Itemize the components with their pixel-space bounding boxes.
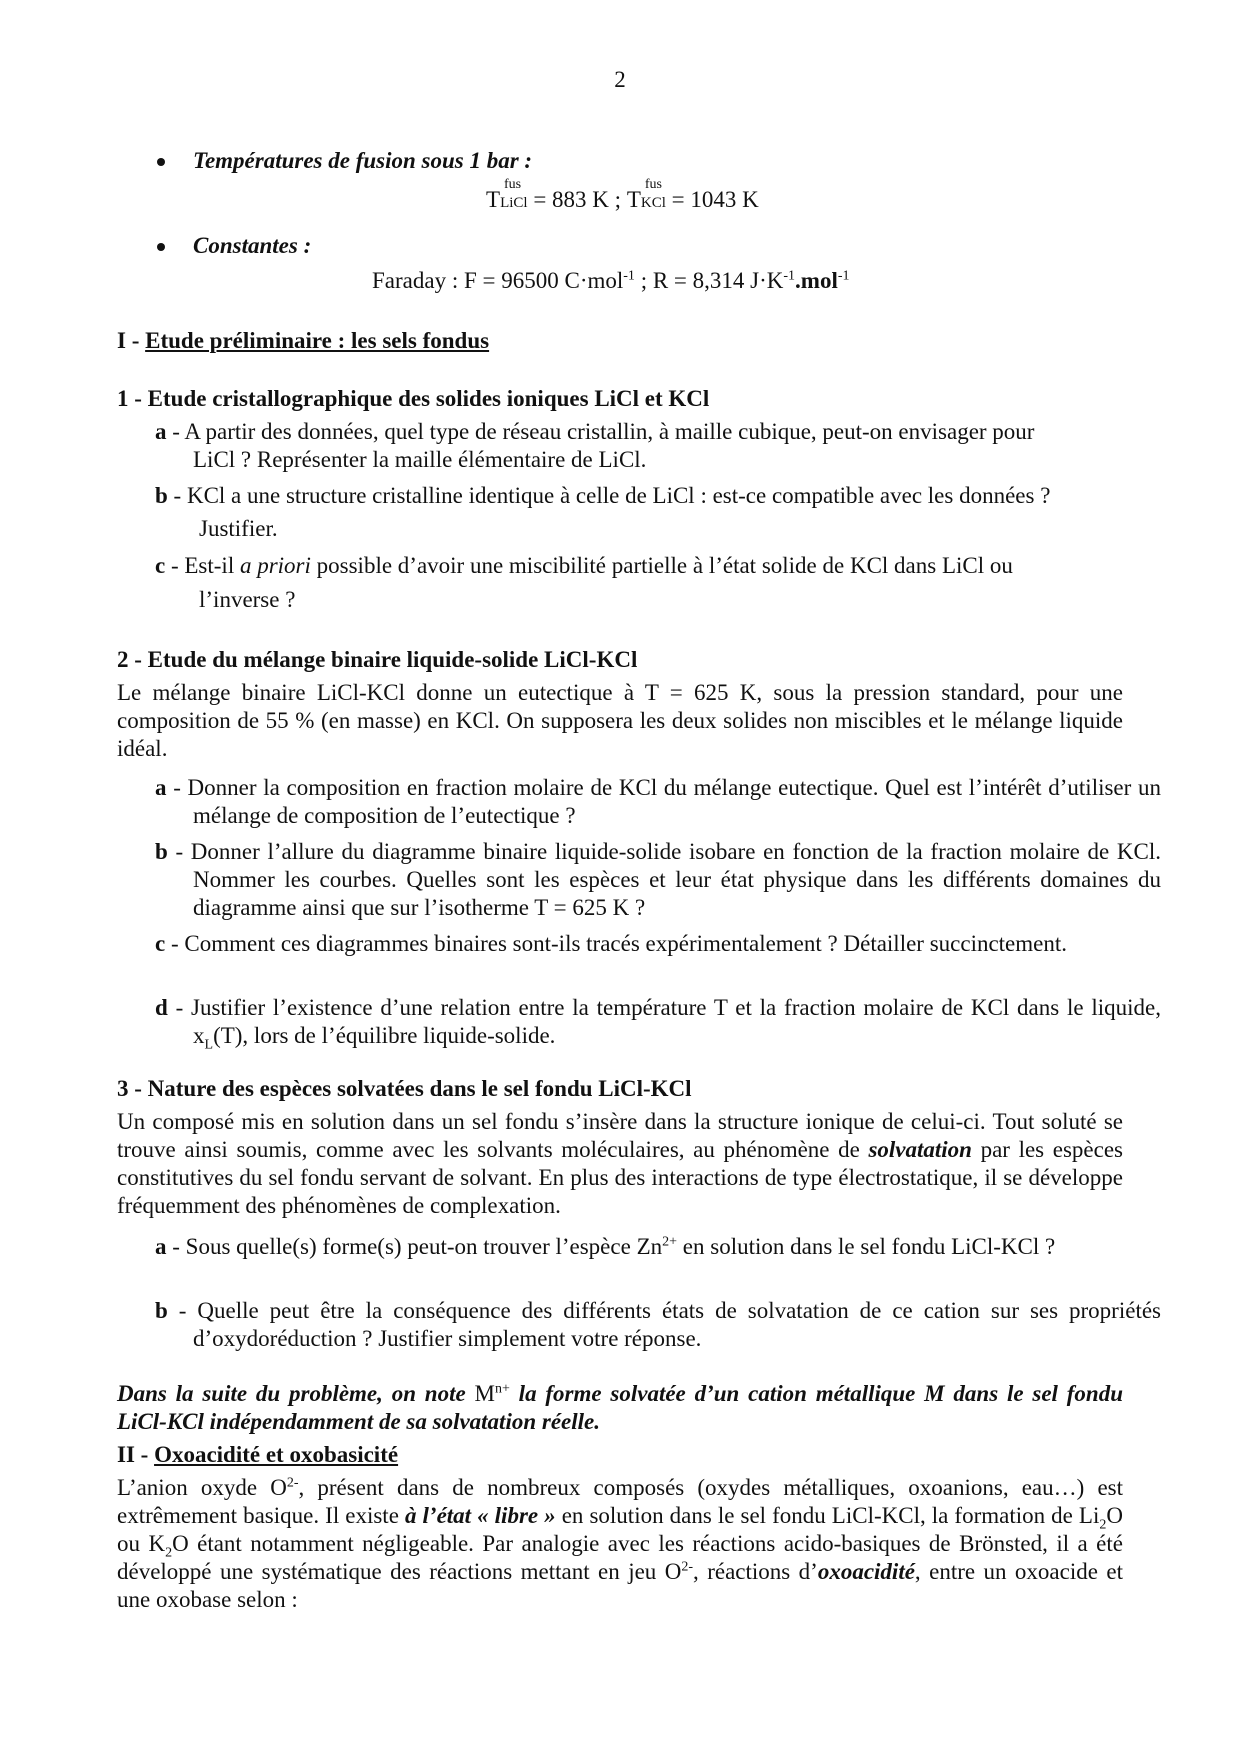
question-text: en solution dans le sel fondu LiCl-KCl ? [677,1234,1056,1259]
emphasis: à l’état « libre » [404,1503,556,1528]
exponent: -1 [837,268,850,284]
question-1b [155,482,1050,510]
subscript: 2 [165,1545,173,1561]
temp-symbol-kcl: T [626,187,641,212]
subscript: L [204,1037,214,1053]
fusion-label: Températures de fusion sous 1 bar : [193,148,533,173]
question-text: - Est-il [165,553,240,578]
question-3a [155,1233,1161,1261]
section-title: Oxoacidité et oxobasicité [154,1442,399,1467]
question-2d [155,994,1161,1053]
question-text: - Donner l’allure du diagramme binaire liquide-solide isobare en fonction de la fraction molaire de KCl. Nommer les courbes. Quelles sont les espèces et leur état physique dans les différents domaines du diagramme ainsi que sur l’isotherme T = 625 K ? [167,839,1161,920]
question-letter: a [155,775,167,800]
temp-symbol-licl: T [486,187,501,212]
question-letter: c [155,553,166,578]
paragraph-text: , réactions d’ [693,1559,818,1584]
paragraph-2-intro: Le mélange binaire LiCl-KCl donne un eutectique à T = 625 K, sous la pression standard, pour une composition de 55 % (en masse) en KCl. On supposera les deux solides non miscibles et le mélange liquide idéal. [117,680,1123,761]
question-text: - Quelle peut être la conséquence des différents états de solvatation de ce cation sur ses propriétés d’oxydoréduction ? Justifier simplement votre réponse. [167,1298,1161,1351]
question-2b [155,838,1161,922]
note-text: Dans la suite du problème, on note [117,1381,475,1406]
paragraph-text: , entre un oxoacide et une oxobase selon : [117,1559,1123,1612]
paragraph-text: O ou K [117,1503,1123,1556]
subscript: 2 [1099,1517,1107,1533]
subsection-heading-3: 3 - Nature des espèces solvatées dans le sel fondu LiCl-KCl [117,1076,692,1101]
question-text: - Donner la composition en fraction molaire de KCl du mélange eutectique. Quel est l’intérêt d’utiliser un mélange de composition de l’eutectique ? [166,775,1161,828]
licl-fusion-value: = 883 K ; [527,187,627,212]
bullet-icon [157,243,165,251]
question-text: - A partir des données, quel type de réseau cristallin, à maille cubique, peut-on envisager pour [166,419,1035,444]
paragraph-text: en solution dans le sel fondu LiCl-KCl, la formation de Li [555,1503,1100,1528]
exponent: -1 [623,268,635,284]
paragraph-text: O étant notamment négligeable. Par analogie avec les réactions acido-basiques de Brönsted, il a été développé une systématique des réactions mettant en jeu O [117,1531,1123,1584]
question-1a-cont: LiCl ? Représenter la maille élémentaire de LiCl. [193,447,647,472]
section-number: I - [117,328,146,353]
section-number: II - [117,1442,155,1467]
question-text: - KCl a une structure cristalline identique à celle de LiCl : est-ce compatible avec les données ? [167,483,1051,508]
faraday-constant: Faraday : F = 96500 C·mol [372,268,624,293]
section-title: Etude préliminaire : les sels fondus [145,328,490,353]
question-text: possible d’avoir une miscibilité partielle à l’état solide de KCl dans LiCl ou [310,553,1013,578]
bullet-icon [157,158,165,166]
question-text: (T), lors de l’équilibre liquide-solide. [213,1023,556,1048]
constants-values [372,267,850,295]
exponent: -1 [783,268,796,284]
italic-phrase: a priori [239,553,311,578]
paragraph-text: L’anion oxyde O [117,1475,287,1500]
unit-mol: .mol [795,268,838,293]
superscript: 2+ [662,1234,678,1250]
question-text: - Sous quelle(s) forme(s) peut-on trouver l’espèce Zn [166,1234,663,1259]
question-1a [155,418,1034,446]
question-text: - Comment ces diagrammes binaires sont-ils tracés expérimentalement ? Détailler succinctement. [165,931,1068,956]
licl-subscript: LiCl [500,195,528,211]
emphasis: solvatation [868,1137,972,1162]
question-text: - Justifier l’existence d’une relation entre la température T et la fraction molaire de KCl dans le liquide, x [167,995,1161,1048]
question-1c-cont: l’inverse ? [199,587,296,612]
kcl-subscript: KCl [640,195,666,211]
question-letter: d [155,995,168,1020]
question-1c [155,552,1013,580]
question-letter: b [155,839,168,864]
paragraph-text: par les espèces constitutives du sel fondu servant de solvant. En plus des interactions de type électrostatique, il se développe fréquemment des phénomènes de complexation. [117,1137,1123,1218]
subsection-heading-2: 2 - Etude du mélange binaire liquide-solide LiCl-KCl [117,647,638,672]
fusion-superscript: fus [504,177,522,192]
superscript: 2- [681,1559,694,1575]
question-2c [155,930,1161,958]
page-number: 2 [614,67,626,92]
subsection-heading-1: 1 - Etude cristallographique des solides ioniques LiCl et KCl [117,386,710,411]
note-paragraph [117,1380,1123,1436]
section-heading-2 [117,1441,398,1469]
emphasis: oxoacidité [817,1559,915,1584]
question-letter: a [155,419,167,444]
paragraph-text: Un composé mis en solution dans un sel fondu s’insère dans la structure ionique de celui-ci. Tout soluté se trouve ainsi soumis, comme avec les solvants moléculaires, au phénomène de [117,1109,1123,1162]
gas-constant: ; R = 8,314 J·K [634,268,784,293]
constants-label: Constantes : [193,233,312,258]
question-letter: b [155,1298,168,1323]
fusion-superscript: fus [644,177,662,192]
question-2a [155,774,1161,830]
paragraph-text: , présent dans de nombreux composés (oxydes métalliques, oxoanions, eau…) est extrêmement basique. Il existe [117,1475,1123,1528]
question-letter: b [155,483,168,508]
section-heading-1 [117,327,489,355]
question-3b [155,1297,1161,1353]
note-text: la forme solvatée d’un cation métallique M dans le sel fondu LiCl-KCl indépendamment de sa solvatation réelle. [117,1381,1123,1434]
paragraph-4 [117,1474,1123,1614]
fusion-equation [486,177,759,214]
superscript: 2- [286,1475,299,1491]
question-letter: c [155,931,166,956]
superscript: n+ [494,1381,510,1397]
kcl-fusion-value: = 1043 K [665,187,759,212]
metal-symbol: M [474,1381,495,1406]
question-1b-cont: Justifier. [199,516,278,541]
question-letter: a [155,1234,167,1259]
paragraph-3-intro [117,1108,1123,1220]
